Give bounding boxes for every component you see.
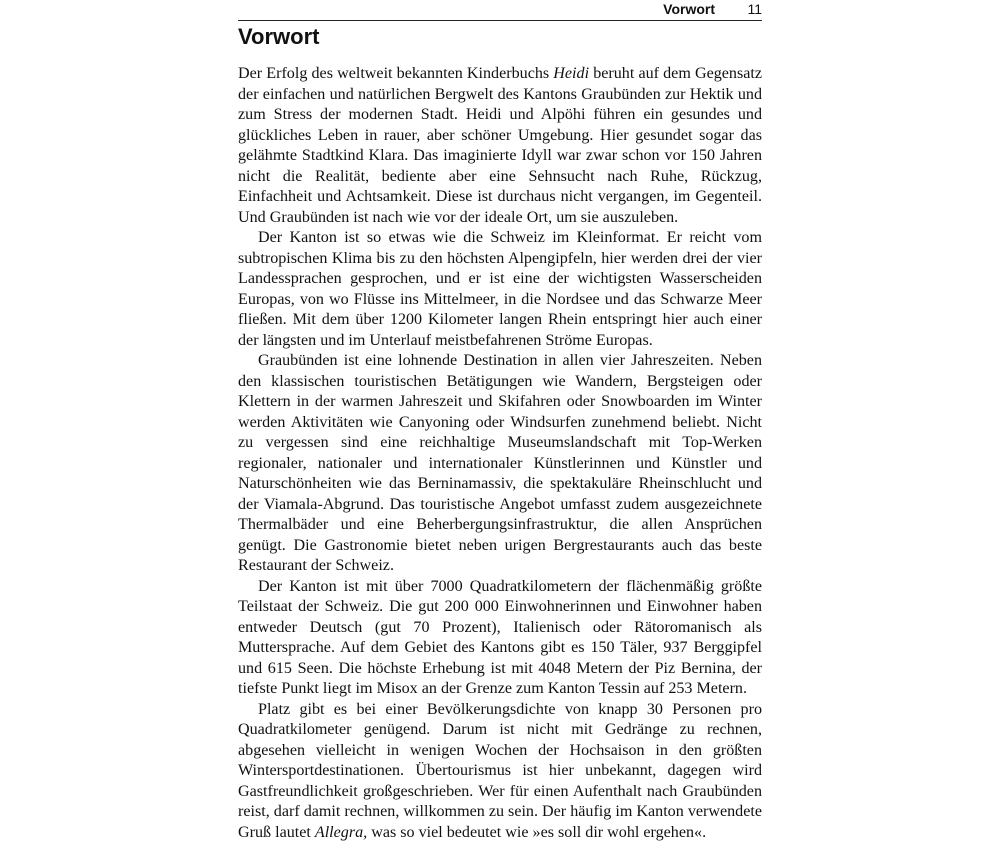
paragraph-3: Graubünden ist eine lohnende Destination in allen vier Jahreszeiten. Neben den klassischen touristischen Betätigungen wie Wandern, Bergsteigen oder Klettern in der warmen Jahreszeit und Skifahren oder Snowboarden im Winter werden Aktivitäten wie Canyoning oder Windsurfen zunehmend beliebt. Nicht zu vergessen sind eine reichhaltige Museumslandschaft mit Top-Werken regionaler, nationaler und internationaler Künstlerinnen und Künstler und Naturschönheiten wie das Berninamassiv, die spektakuläre Rheinschlucht und der Viamala-Abgrund. Das touristische Angebot umfasst zudem ausgezeichnete Thermalbäder und eine Beherbergungsinfrastruktur, die allen Ansprüchen genügt. Die Gastronomie bietet neben urigen Bergrestaurants auch das beste Restaurant der Schweiz. [238, 351, 762, 577]
paragraph-2: Der Kanton ist so etwas wie die Schweiz im Kleinformat. Er reicht vom subtropischen Klima bis zu den höchsten Alpengipfeln, hier werden drei der vier Landessprachen gesprochen, und er ist eine der wichtigsten Wasserscheiden Europas, von wo Flüsse ins Mittelmeer, in die Nordsee und das Schwarze Meer fließen. Mit dem über 1200 Kilometer langen Rhein entspringt hier auch einer der längsten und im Unterlauf meistbefahrenen Ströme Europas. [238, 228, 762, 351]
page-number: 11 [747, 0, 762, 18]
chapter-title: Vorwort [238, 22, 319, 52]
paragraph-1 [238, 64, 762, 228]
paragraph-1-text: Der Erfolg des weltweit bekannten Kinderbuchs [238, 65, 553, 82]
paragraph-4: Der Kanton ist mit über 7000 Quadratkilometern der flächenmäßig größte Teilstaat der Schweiz. Die gut 200 000 Einwohnerinnen und Einwohner haben entweder Deutsch (gut 70 Prozent), Italienisch oder Rätoromanisch als Muttersprache. Auf dem Gebiet des Kantons gibt es 150 Täler, 937 Berggipfel und 615 Seen. Die höchste Erhebung ist mit 4048 Metern der Piz Bernina, der tiefste Punkt liegt im Misox an der Grenze zum Kanton Tessin auf 253 Metern. [238, 577, 762, 700]
body-text [238, 64, 762, 843]
paragraph-1-text-cont: beruht auf dem Gegensatz der einfachen und natürlichen Bergwelt des Kantons Graubünden zur Hektik und zum Stress der modernen Stadt. Heidi und Alpöhi führen ein gesundes und glückliches Leben in rauer, aber schöner Umgebung. Hier gesundet sogar das gelähmte Stadtkind Klara. Das imaginierte Idyll war zwar schon vor 150 Jahren nicht die Realität, bediente aber eine Sehnsucht nach Ruhe, Rückzug, Einfachheit und Achtsamkeit. Diese ist durchaus nicht vergangen, im Gegenteil. Und Graubünden ist nach wie vor der ideale Ort, um sie auszuleben. [238, 65, 762, 226]
paragraph-5-text-cont: was so viel bedeutet wie »es soll dir wohl ergehen«. [367, 824, 706, 841]
greeting-allegra: Allegra, [315, 824, 367, 841]
running-head [238, 0, 762, 21]
paragraph-5-text: Platz gibt es bei einer Bevölkerungsdichte von knapp 30 Personen pro Quadratkilometer genügend. Darum ist nicht mit Gedränge zu rechnen, abgesehen vielleicht in wenigen Wochen der Hochsaison in den größten Wintersportdestinationen. Übertourismus ist hier unbekannt, dagegen wird Gastfreundlichkeit großgeschrieben. Wer für einen Aufenthalt nach Graubünden reist, darf damit rechnen, willkommen zu sein. Der häufig im Kanton verwendete Gruß lautet [238, 701, 762, 841]
paragraph-5 [238, 700, 762, 843]
book-title-heidi: Heidi [553, 65, 589, 82]
running-head-section: Vorwort [663, 0, 715, 18]
